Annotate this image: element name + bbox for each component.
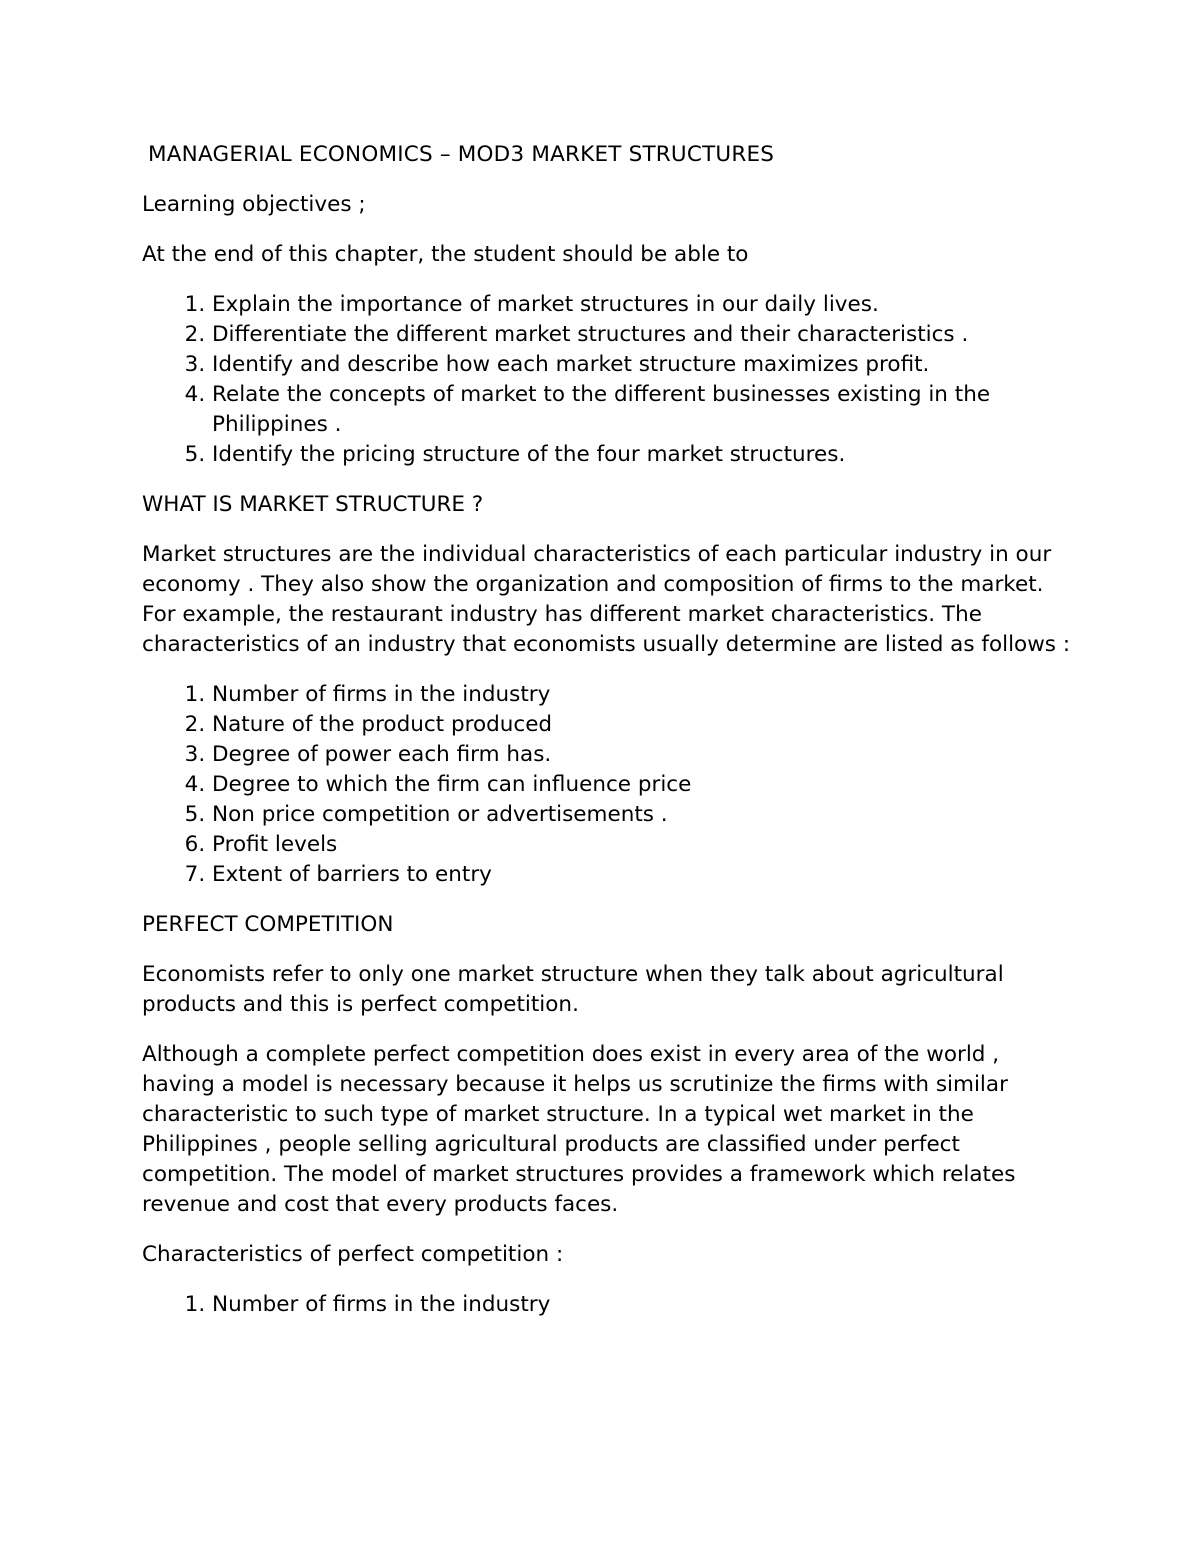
section-heading-market-structure: WHAT IS MARKET STRUCTURE ? xyxy=(142,492,484,517)
objectives-list xyxy=(142,290,1072,470)
list-item: 2. Nature of the product produced xyxy=(212,710,1072,740)
document-content xyxy=(142,140,1072,1340)
list-item: 3. Identify and describe how each market structure maximizes profit. xyxy=(212,350,1072,380)
list-item: 5. Non price competition or advertisements . xyxy=(212,800,1072,830)
characteristics-list xyxy=(142,680,1072,890)
learning-objectives-label: Learning objectives ; xyxy=(142,192,366,217)
list-item: 2. Differentiate the different market structures and their characteristics . xyxy=(212,320,1072,350)
list-item: 3. Degree of power each firm has. xyxy=(212,740,1072,770)
objectives-intro: At the end of this chapter, the student should be able to xyxy=(142,242,749,267)
list-item: 1. Explain the importance of market structures in our daily lives. xyxy=(212,290,1072,320)
section-heading-perfect-competition: PERFECT COMPETITION xyxy=(142,912,394,937)
list-item: 1. Number of firms in the industry xyxy=(212,680,1072,710)
document-title: MANAGERIAL ECONOMICS – MOD3 MARKET STRUCTURES xyxy=(148,142,775,167)
market-structure-paragraph: Market structures are the individual characteristics of each particular industry in our economy . They also show the organization and composition of firms to the market. For example, the restaurant industry has different market characteristics. The characteristics of an industry that economists usually determine are listed as follows : xyxy=(142,542,1071,657)
list-item: 4. Relate the concepts of market to the different businesses existing in the Philippines . xyxy=(212,380,1072,440)
list-item: 1. Number of firms in the industry xyxy=(212,1290,1072,1320)
list-item: 4. Degree to which the firm can influence price xyxy=(212,770,1072,800)
perfect-competition-paragraph-1: Economists refer to only one market structure when they talk about agricultural products and this is perfect competition. xyxy=(142,962,1004,1017)
list-item: 6. Profit levels xyxy=(212,830,1072,860)
perfect-competition-paragraph-2: Although a complete perfect competition does exist in every area of the world , having a model is necessary because it helps us scrutinize the firms with similar characteristic to such type of market structure. In a typical wet market in the Philippines , people selling agricultural products are classified under perfect competition. The model of market structures provides a framework which relates revenue and cost that every products faces. xyxy=(142,1042,1016,1217)
perfect-characteristics-label: Characteristics of perfect competition : xyxy=(142,1242,564,1267)
list-item: 5. Identify the pricing structure of the four market structures. xyxy=(212,440,1072,470)
perfect-characteristics-list xyxy=(142,1290,1072,1320)
list-item: 7. Extent of barriers to entry xyxy=(212,860,1072,890)
